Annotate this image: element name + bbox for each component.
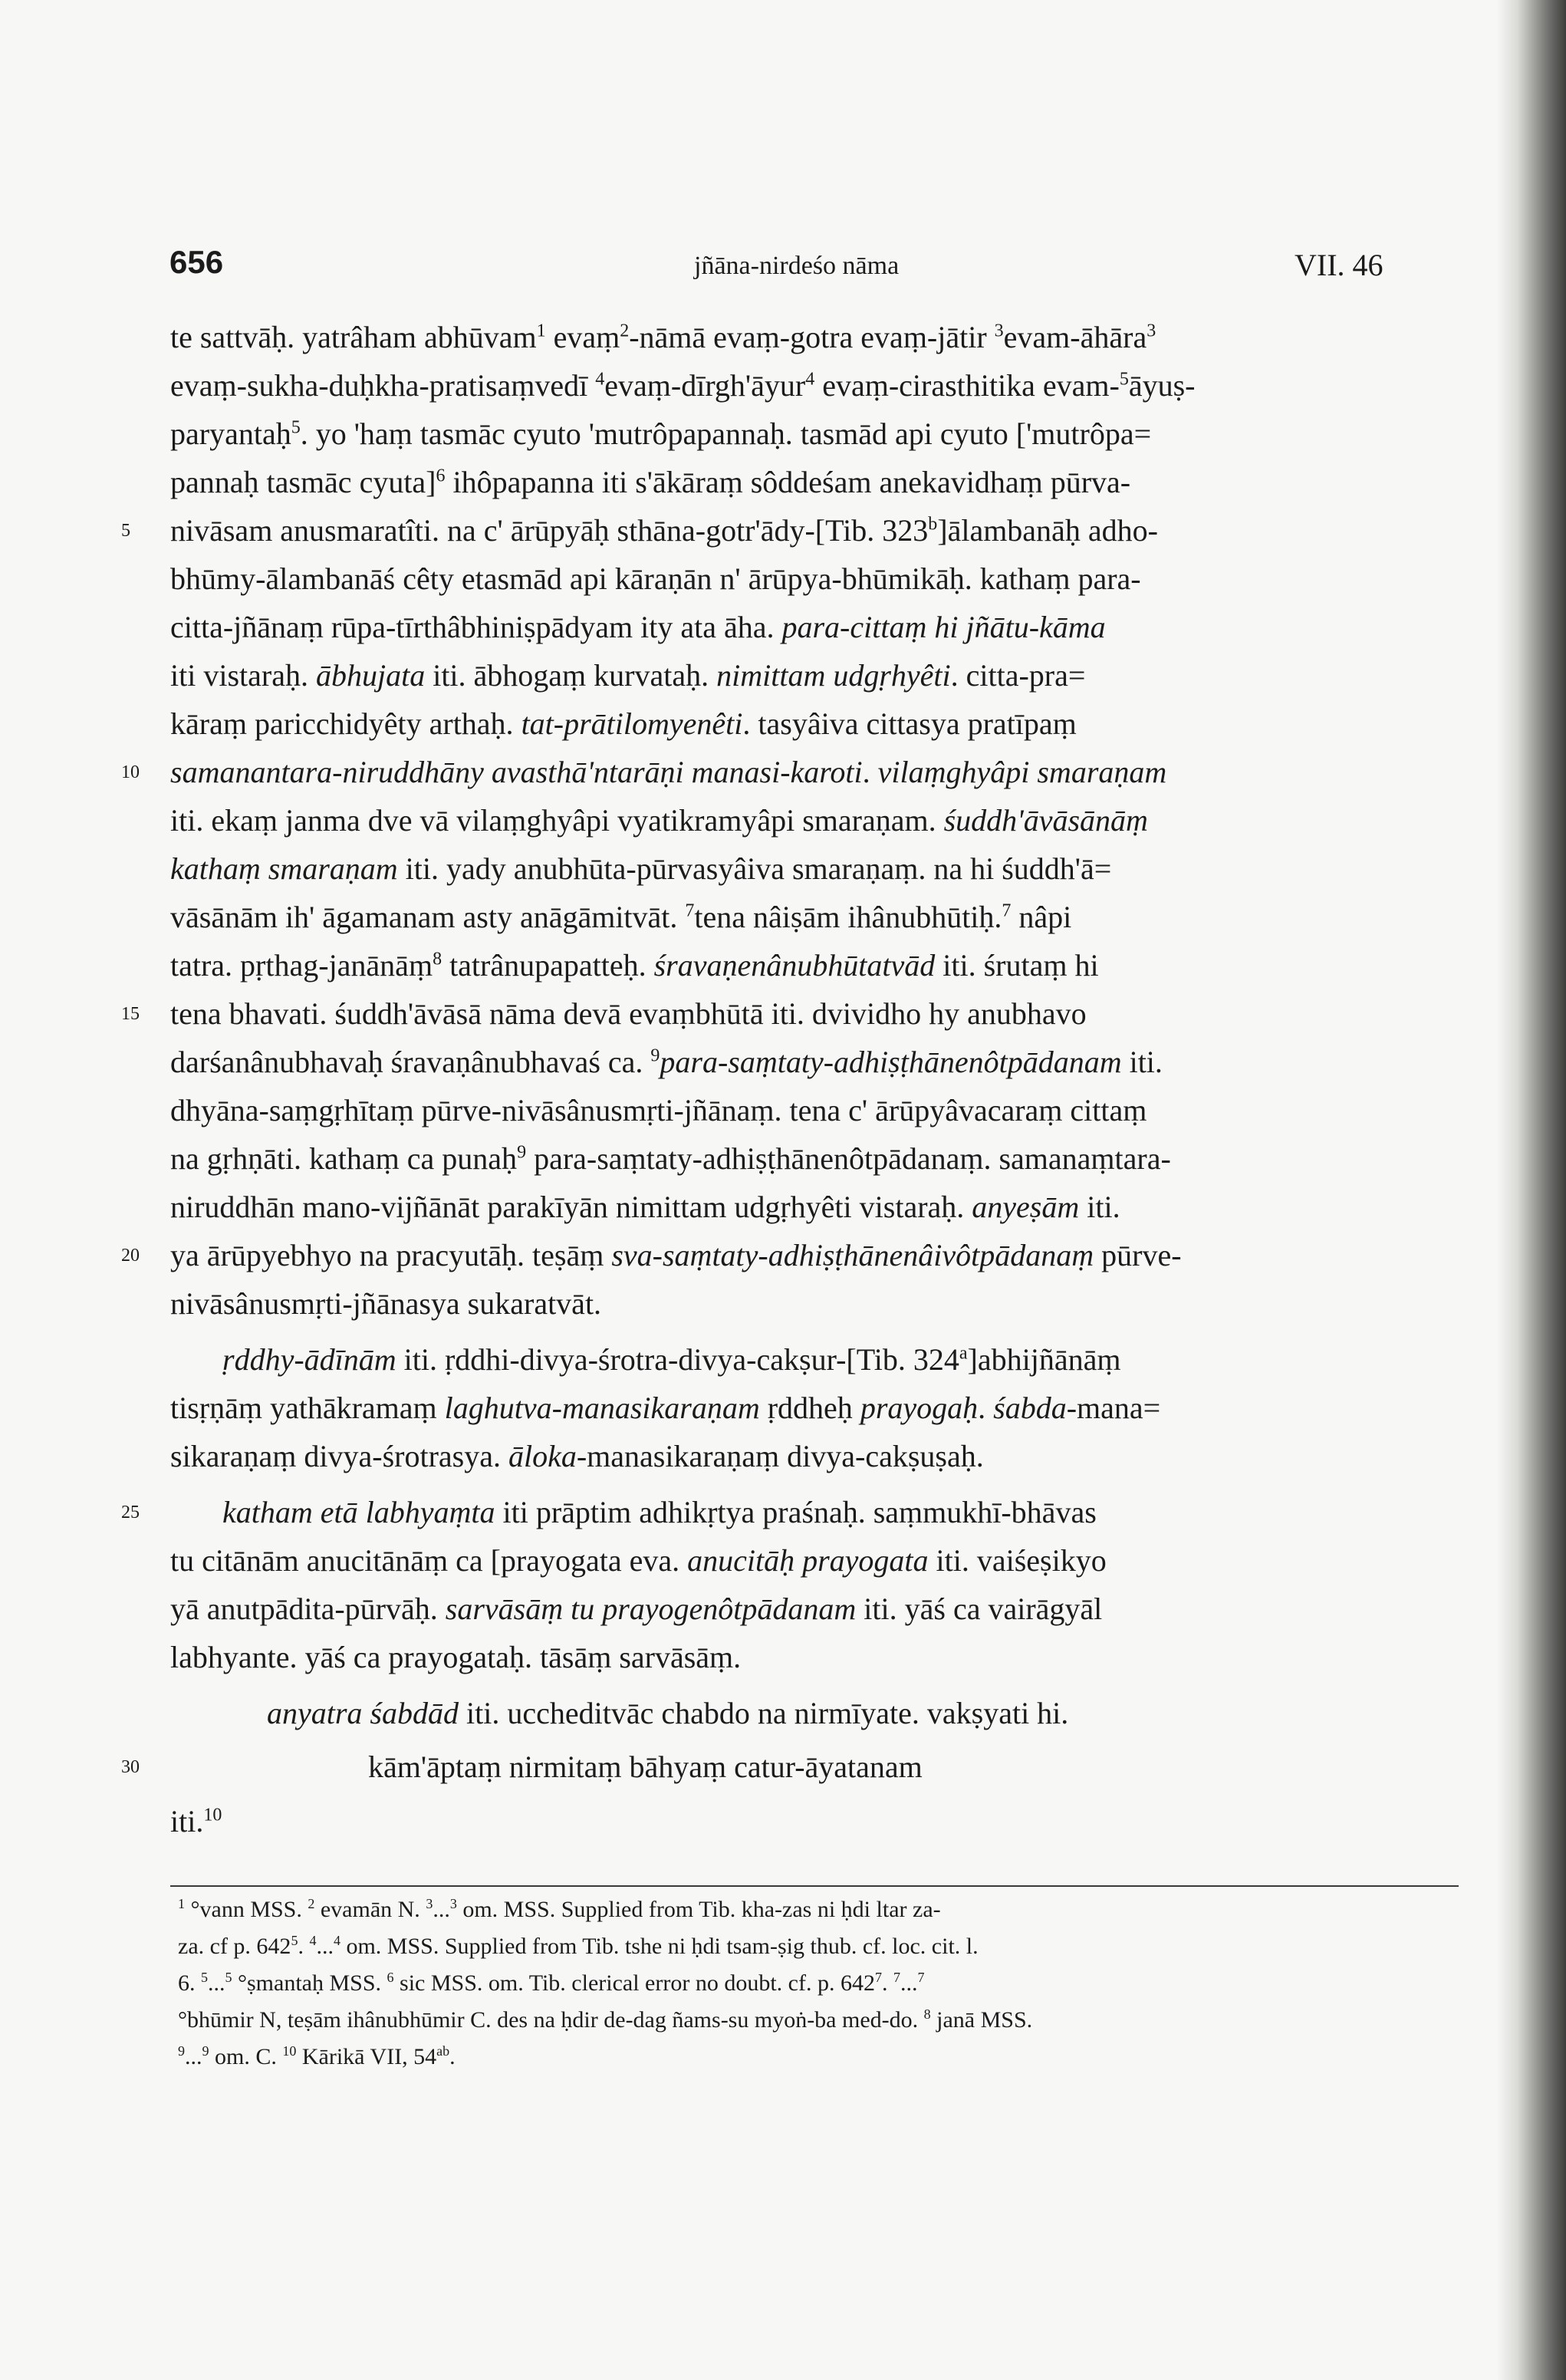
text-line: katham etā labhyaṃta iti prāptim adhikṛtya praśnaḥ. saṃmukhī-bhāvas <box>222 1495 1097 1529</box>
page-number: 656 <box>169 244 224 280</box>
text-line: evaṃ-sukha-duḥkha-pratisaṃvedī $^4$evaṃ-dīrgh'āyur$^4$ evaṃ-cirasthitika evam-$^5$āyuṣ- <box>170 368 1196 403</box>
footnote-line: $^1$ °vann MSS. $^2$ evamān N. $^3$...$^3$ om. MSS. Supplied from Tib. kha-zas ni ḥdi ltar za- <box>178 1896 941 1922</box>
text-line: bhūmy-ālambanāś cêty etasmād api kāraṇān n' ārūpya-bhūmikāḥ. kathaṃ para- <box>170 561 1141 596</box>
text-line: darśanânubhavaḥ śravaṇânubhavaś ca. $^9$para-saṃtaty-adhiṣṭhānenôtpādanam iti. <box>170 1045 1163 1079</box>
section-number: VII. 46 <box>1295 248 1383 282</box>
footnote-line: za. cf p. $642^5$. $^4$...$^4$ om. MSS. Supplied from Tib. tshe ni ḥdi tsam-ṣig thub. cf. loc. cit. l. <box>178 1933 979 1959</box>
text-line: iti vistaraḥ. ābhujata iti. ābhogaṃ kurvataḥ. nimittam udgṛhyêti. citta-pra= <box>170 658 1086 693</box>
text-line: dhyāna-saṃgṛhītaṃ pūrve-nivāsânusmṛti-jñānaṃ. tena c' ārūpyâvacaraṃ cittaṃ <box>170 1093 1147 1127</box>
footnotes <box>0 1894 1566 2094</box>
page-header <box>0 244 1566 290</box>
running-title: jñāna-nirdeśo nāma <box>694 252 900 280</box>
text-line: sikaraṇaṃ divya-śrotrasya. āloka-manasikaraṇaṃ divya-cakṣuṣaḥ. <box>170 1439 984 1473</box>
text-line: pannaḥ tasmāc cyuta]$^6$ ihôpapanna iti s'ākāraṃ sôddeśam anekavidhaṃ pūrva- <box>170 465 1131 499</box>
line-number: 20 <box>121 1246 140 1266</box>
text-line: niruddhān mano-vijñānāt parakīyān nimittam udgṛhyêti vistaraḥ. anyeṣām iti. <box>170 1190 1120 1224</box>
text-line: nivāsânusmṛti-jñānasya sukaratvāt. <box>170 1286 602 1321</box>
text-line: tu citānām anucitānāṃ ca [prayogata eva. anucitāḥ prayogata iti. vaiśeṣikyo <box>170 1543 1107 1578</box>
line-number: 15 <box>121 1004 140 1024</box>
line-number: 5 <box>121 521 130 541</box>
footnote-divider <box>170 1885 1459 1887</box>
line-number: 30 <box>121 1757 140 1777</box>
text-line: te sattvāḥ. yatrâham abhūvam$^1$ evaṃ$^2$-nāmā evaṃ-gotra evaṃ-jātir $^3$evam-āhāra$^3$ <box>170 320 1156 354</box>
text-line: vāsānām ih' āgamanam asty anāgāmitvāt. $^7$tena nâiṣām ihânubhūtiḥ.$^7$ nâpi <box>170 900 1072 934</box>
text-line: paryantaḥ$^5$. yo 'haṃ tasmāc cyuto 'mutrôpapannaḥ. tasmād api cyuto ['mutrôpa= <box>170 416 1152 451</box>
text-line: samanantara-niruddhāny avasthā'ntarāṇi manasi-karoti. vilaṃghyâpi smaraṇam <box>170 755 1167 789</box>
text-line: labhyante. yāś ca prayogataḥ. tāsāṃ sarvāsāṃ. <box>170 1640 742 1674</box>
text-line: nivāsam anusmaratîti. na c' ārūpyāḥ sthāna-gotr'ādy-[Tib. 323$^b$]ālambanāḥ adho- <box>170 513 1158 548</box>
footnote-line: °bhūmir N, teṣām ihânubhūmir C. des na ḥdir de-dag ñams-su myoṅ-ba med-do. $^8$ janā MSS. <box>178 2006 1033 2033</box>
footnote-line: $^9$...$^9$ om. C. $^{10}$ Kārikā VII, $54^{ab}$. <box>178 2043 456 2069</box>
text-line: tisṛṇāṃ yathākramaṃ laghutva-manasikaraṇam ṛddheḥ prayogaḥ. śabda-mana= <box>170 1391 1161 1425</box>
text-line: citta-jñānaṃ rūpa-tīrthâbhiniṣpādyam ity ata āha. para-cittaṃ hi jñātu-kāma <box>170 610 1106 644</box>
text-line: tatra. pṛthag-janānāṃ$^8$ tatrânupapatteḥ. śravaṇenânubhūtatvād iti. śrutaṃ hi <box>170 948 1099 983</box>
line-number: 25 <box>121 1503 140 1522</box>
line-number: 10 <box>121 762 140 782</box>
verse-line: kām'āptaṃ nirmitaṃ bāhyaṃ catur-āyatanam <box>368 1750 923 1784</box>
text-line: yā anutpādita-pūrvāḥ. sarvāsāṃ tu prayogenôtpādanam iti. yāś ca vairāgyāl <box>170 1592 1103 1626</box>
text-line: ya ārūpyebhyo na pracyutāḥ. teṣāṃ sva-saṃtaty-adhiṣṭhānenâivôtpādanaṃ pūrve- <box>170 1238 1182 1272</box>
text-line: kāraṃ paricchidyêty arthaḥ. tat-prātilomyenêti. tasyâiva cittasya pratīpaṃ <box>170 706 1077 741</box>
text-line: iti. ekaṃ janma dve vā vilaṃghyâpi vyatikramyâpi smaraṇam. śuddh'āvāsānāṃ <box>170 803 1148 838</box>
text-line: ṛddhy-ādīnām iti. ṛddhi-divya-śrotra-divya-cakṣur-[Tib. 324$^a$]abhijñānāṃ <box>222 1342 1121 1377</box>
text-line: tena bhavati. śuddh'āvāsā nāma devā evaṃbhūtā iti. dvividho hy anubhavo <box>170 996 1087 1031</box>
text-line: na gṛhṇāti. kathaṃ ca punaḥ$^9$ para-saṃtaty-adhiṣṭhānenôtpādanaṃ. samanaṃtara- <box>170 1141 1171 1176</box>
text-line: kathaṃ smaraṇam iti. yady anubhūta-pūrvasyâiva smaraṇaṃ. na hi śuddh'ā= <box>170 851 1112 886</box>
text-line: iti.$^{10}$ <box>170 1804 222 1838</box>
footnote-line: 6. $^5$...$^5$ °ṣmantaḥ MSS. $^6$ sic MSS. om. Tib. clerical error no doubt. cf. p. $642^7$. $^7$...$^7$ <box>178 1970 925 1996</box>
main-text <box>0 314 1566 2140</box>
text-line: anyatra śabdād iti. uccheditvāc chabdo na nirmīyate. vakṣyati hi. <box>267 1696 1069 1730</box>
